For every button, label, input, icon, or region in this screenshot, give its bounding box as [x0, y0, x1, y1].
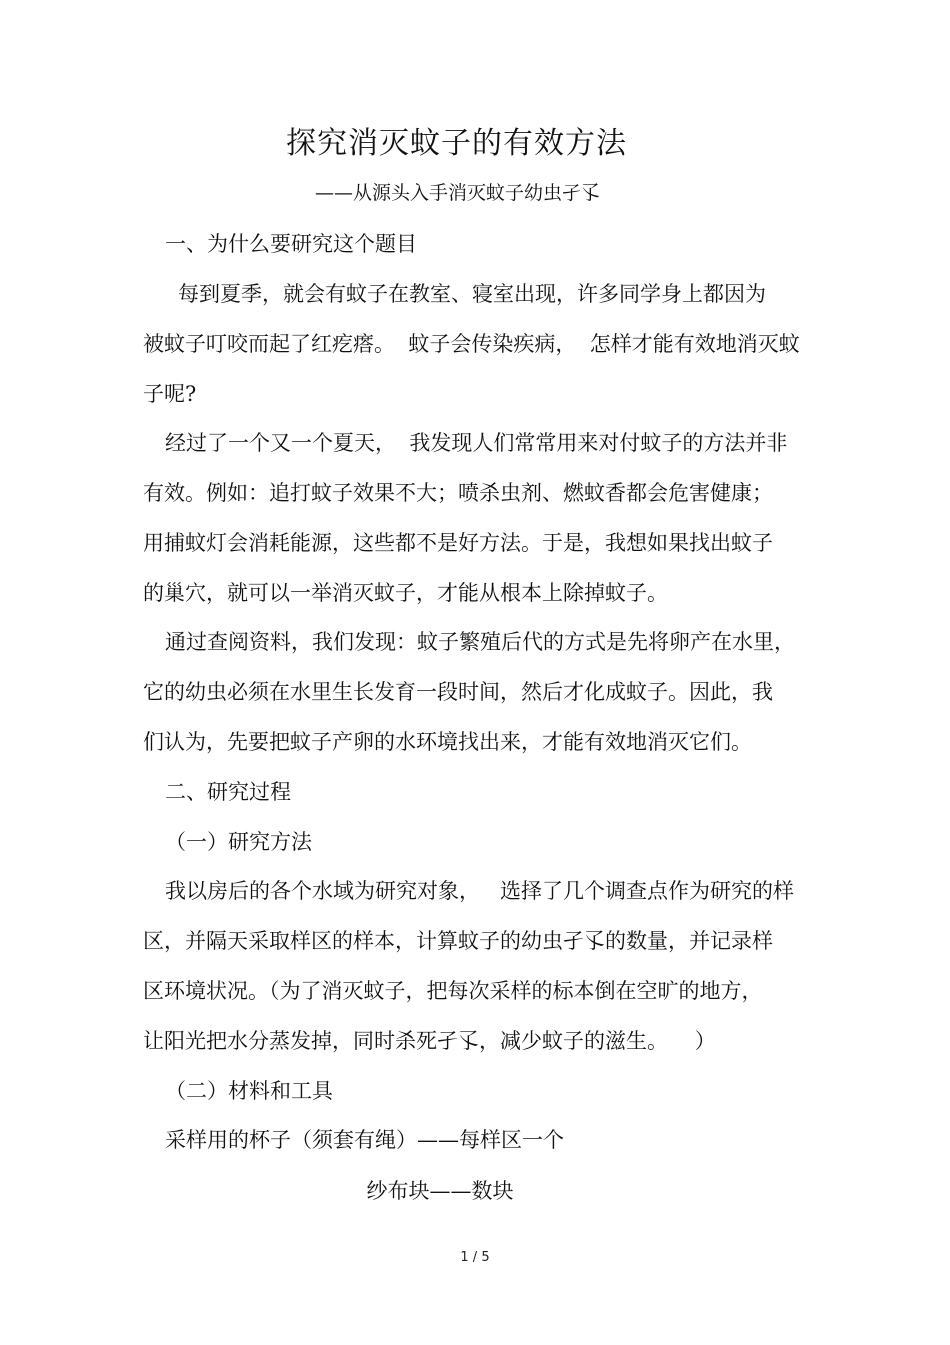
tool-item: 采样用的杯子（须套有绳）——每样区一个	[165, 1128, 564, 1152]
paragraph-line: 通过查阅资料，我们发现：蚊子繁殖后代的方式是先将卵产在水里，	[165, 630, 795, 654]
page-number: 1 / 5	[460, 1250, 490, 1265]
subsection-heading-1: （一）研究方法	[165, 830, 312, 854]
paragraph-line: 子呢?	[143, 382, 197, 406]
tool-item: 纱布块——数块	[366, 1179, 514, 1203]
paragraph-line: 让阳光把水分蒸发掉，同时杀死孑孓，减少蚊子的滋生。 ）	[143, 1029, 716, 1053]
paragraph-line: 用捕蚊灯会消耗能源，这些都不是好方法。于是，我想如果找出蚊子	[143, 531, 773, 555]
paragraph-line: 区环境状况。（为了消灭蚊子，把每次采样的标本倒在空旷的地方，	[143, 979, 763, 1003]
paragraph-line: 们认为，先要把蚊子产卵的水环境找出来，才能有效地消灭它们。	[143, 730, 752, 754]
section-heading-1: 一、为什么要研究这个题目	[165, 232, 417, 256]
document-subtitle: ——从源头入手消灭蚊子幼虫孑孓	[315, 182, 601, 204]
paragraph-line: 它的幼虫必须在水里生长发育一段时间，然后才化成蚊子。因此，我	[143, 680, 773, 704]
document-title: 探究消灭蚊子的有效方法	[286, 126, 627, 161]
paragraph-line: 区，并隔天采取样区的样本，计算蚊子的幼虫孑孓的数量，并记录样	[143, 929, 773, 953]
section-heading-2: 二、研究过程	[165, 780, 291, 804]
paragraph-line: 有效。例如：追打蚊子效果不大；喷杀虫剂、燃蚊香都会危害健康；	[143, 481, 773, 505]
subsection-heading-2: （二）材料和工具	[165, 1079, 333, 1103]
paragraph-line: 被蚊子叮咬而起了红疙瘩。 蚊子会传染疾病， 怎样才能有效地消灭蚊	[143, 332, 800, 356]
paragraph-line: 我以房后的各个水域为研究对象， 选择了几个调查点作为研究的样	[165, 879, 795, 903]
paragraph-line: 经过了一个又一个夏天， 我发现人们常常用来对付蚊子的方法并非	[165, 431, 788, 455]
paragraph-line: 每到夏季，就会有蚊子在教室、寝室出现，许多同学身上都因为	[178, 282, 766, 306]
paragraph-line: 的巢穴，就可以一举消灭蚊子，才能从根本上除掉蚊子。	[143, 581, 668, 605]
